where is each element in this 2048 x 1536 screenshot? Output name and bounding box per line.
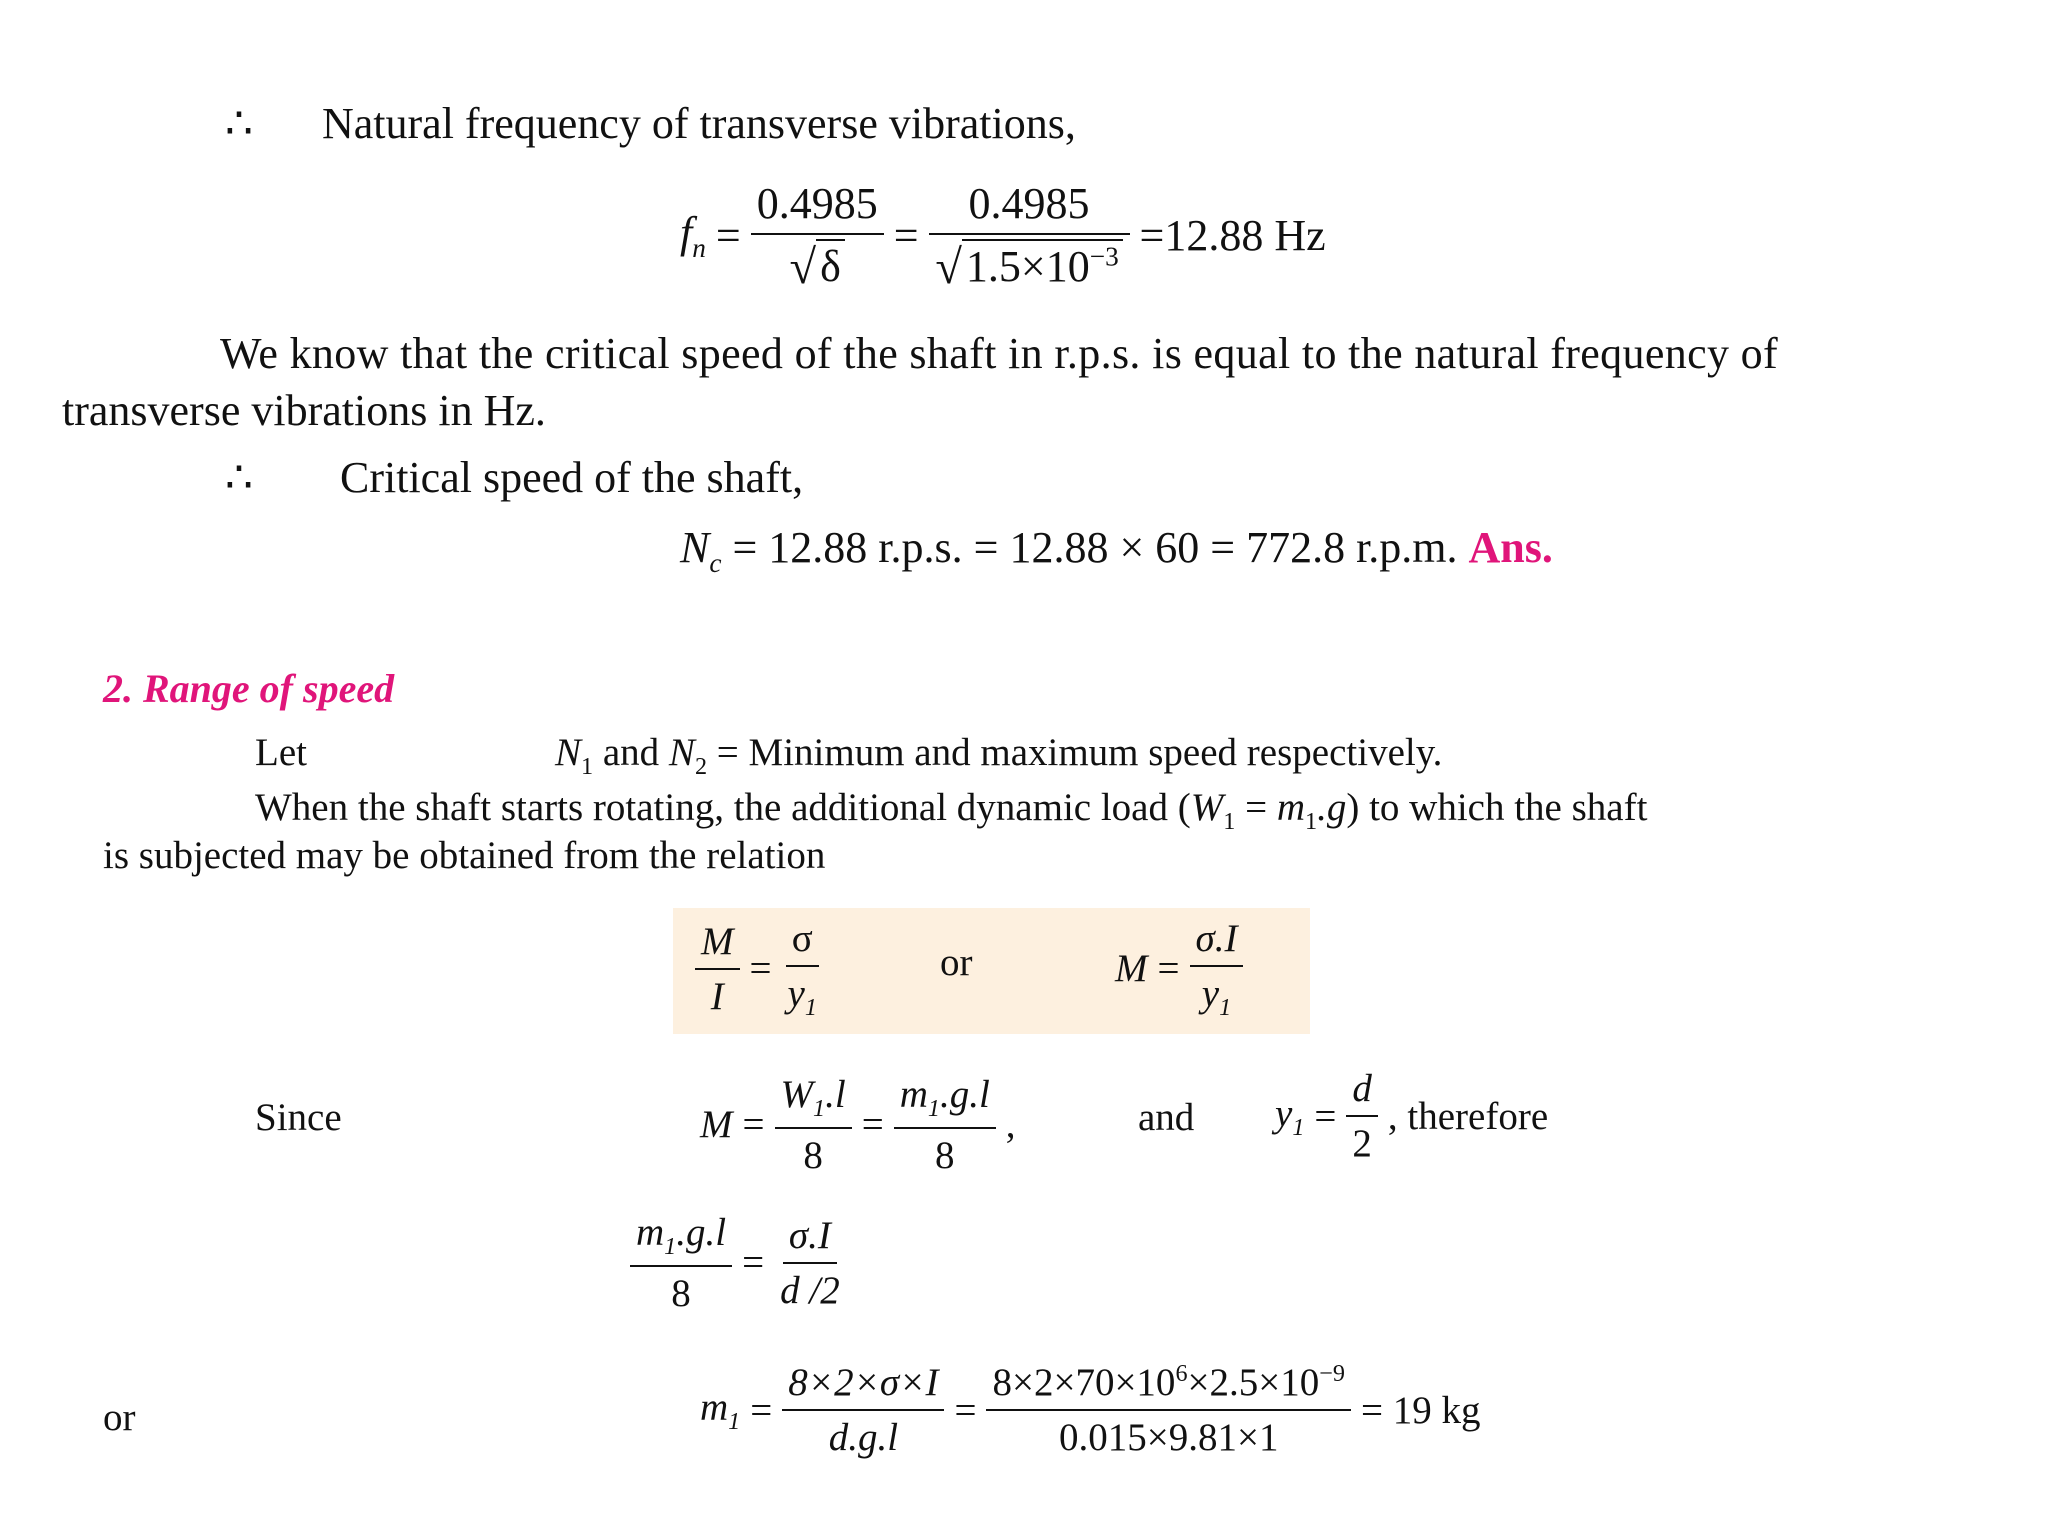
therefore-symbol-1: ∴ [225,99,253,148]
fn-symbol: $f_n$ [680,208,706,264]
fraction-fn-2 [929,178,1130,294]
equals-sign: = [893,211,919,261]
fraction-denominator [784,235,851,294]
fraction-w1l-over-8: $\frac{W_1.l}{8}$ [775,1072,852,1178]
equation-m1gl-equals-sigma-i: $\frac{m_1.g.l}{8}$ = $\frac{\sigma.I}{d /2}$ [630,1210,856,1316]
or-connector-boxed: or [940,941,973,984]
fraction-sigma-over-y1: $\frac{\sigma}{y_1}$ [787,917,817,1021]
natural-frequency-heading: Natural frequency of transverse vibrations, [322,99,1076,148]
sqrt-deflection: √ $1.5\times 10^{-3}$ [935,239,1122,292]
critical-speed-equation [680,522,1553,579]
fn-result: =12.88 Hz [1139,211,1326,261]
since-label: Since [255,1096,342,1139]
dynamic-load-paragraph-line1: When the shaft starts rotating, the additional dynamic load $(W_1 = m_1.g)$ to which the shaft [255,786,1648,835]
fraction-numerator: 0.4985 [751,178,884,235]
bending-equation-left: $\frac{M}{I}$ = $\frac{\sigma}{y_1}$ [695,916,833,1022]
critical-speed-expression: = 12.88 r.p.s. = 12.88 × 60 = 772.8 r.p.m. [732,523,1458,572]
fraction-numeric-mass: $\frac{8\times 2\times 70\times 10^6\times 2.5\times 10^{-9}}{0.015\times 9.81\times 1}$ [986,1360,1351,1460]
fraction-m1gl-over-8-lhs: $\frac{m_1.g.l}{8}$ [630,1210,732,1316]
nc-symbol: $N_c$ [680,523,722,578]
fraction-fn-1 [751,178,884,294]
equals-sign: = [715,211,741,261]
fraction-sigma-i-over-y1: $\frac{\sigma.I}{y_1}$ [1190,916,1244,1022]
natural-frequency-equation [680,178,1336,294]
dynamic-load-paragraph-line2: is subjected may be obtained from the relation [103,834,826,877]
fraction-symbolic-mass: $\frac{8\times 2\times\sigma\times I}{d.g.l}$ [782,1360,944,1460]
therefore-symbol-2: ∴ [225,453,253,502]
bending-equation-right: M = $\frac{\sigma.I}{y_1}$ [1115,916,1253,1022]
and-connector: and [1138,1096,1195,1139]
fraction-d-over-2: $\frac{d}{2}$ [1346,1066,1378,1166]
fraction-m1gl-over-8: $\frac{m_1.g.l}{8}$ [894,1072,996,1178]
sqrt-delta: √ δ [790,239,845,292]
answer-label: Ans. [1468,523,1553,572]
fraction-numerator: 0.4985 [929,178,1130,235]
critical-speed-heading: Critical speed of the shaft, [340,453,804,502]
section-title-range-of-speed: 2. Range of speed [103,666,395,711]
mass-m1-equation: $m_1$ = $\frac{8\times 2\times\sigma\times I}{d.g.l}$ = $\frac{8\times 2\times 70\times 10^6\times 2.5\times 10^{-9}}{0.015\times 9.81\times 1}$ = 19 kg [700,1360,1481,1459]
or-label: or [103,1396,136,1439]
y1-equation: $y_1$ = $\frac{d}{2}$ , therefore [1275,1067,1549,1165]
critical-speed-statement-line1: We know that the critical speed of the shaft in r.p.s. is equal to the natural frequency of [220,329,1779,378]
fraction-m-over-i: $\frac{M}{I}$ [695,919,740,1019]
critical-speed-statement-line2: transverse vibrations in Hz. [62,386,546,435]
let-label: Let [255,731,307,774]
mass-result: = 19 kg [1361,1388,1481,1432]
speed-definition: $N_1$ and $N_2$ = Minimum and maximum speed respectively. [555,731,1443,780]
fraction-denominator [929,235,1128,294]
moment-equation: M = $\frac{W_1.l}{8}$ = $\frac{m_1.g.l}{8}$ , [700,1073,1016,1177]
fraction-sigma-i-over-d2: $\frac{\sigma.I}{d /2}$ [780,1213,840,1312]
